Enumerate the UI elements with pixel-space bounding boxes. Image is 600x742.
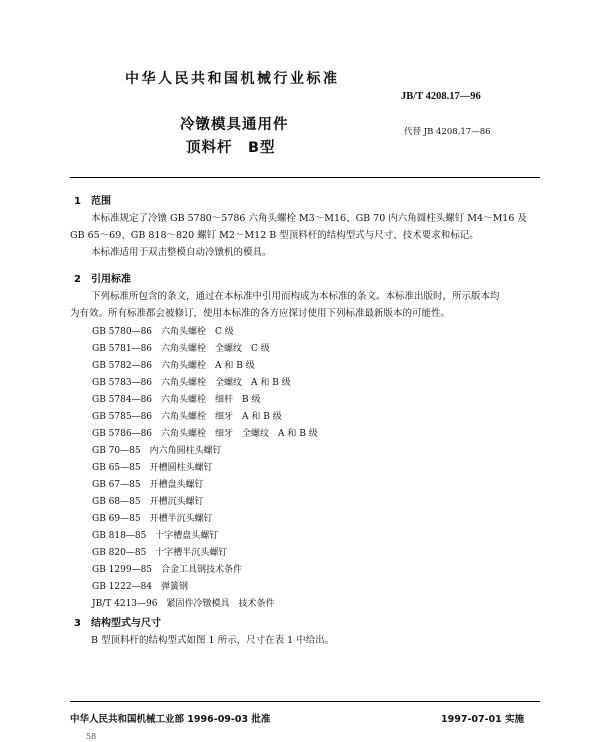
standard-number: JB/T 4208.17—96 [401, 91, 481, 102]
scope-paragraph-line1: 本标准规定了冷镦 GB 5780～5786 六角头螺栓 M3～M16、GB 70 内六角圆柱头螺钉 M4～M16 及 [91, 213, 527, 224]
replaces-note: 代替 JB 4208.17—86 [404, 127, 491, 137]
reference-item: GB 69—85 开槽半沉头螺钉 [92, 514, 213, 524]
reference-item: GB 5782—86 六角头螺栓 A 和 B 级 [92, 361, 255, 371]
references-intro-line2: 为有效。所有标准都会被修订，使用本标准的各方应探讨使用下列标准最新版本的可能性。 [70, 308, 451, 319]
reference-item: GB 1299—85 合金工具钢技术条件 [92, 565, 243, 575]
issuing-organization: 中华人民共和国机械行业标准 [125, 71, 340, 87]
document-title-line2: 顶料杆 B型 [186, 140, 276, 156]
page-number: 58 [86, 732, 97, 741]
section-scope-heading: 1 范围 [74, 196, 111, 207]
document-title-line1: 冷镦模具通用件 [180, 117, 289, 133]
reference-item: GB 5783—86 六角头螺栓 全螺纹 A 和 B 级 [92, 378, 291, 388]
reference-item: GB 70—85 内六角圆柱头螺钉 [92, 446, 222, 456]
reference-item: GB 67—85 开槽盘头螺钉 [92, 480, 204, 490]
approval-date: 中华人民共和国机械工业部 1996-09-03 批准 [70, 714, 271, 725]
reference-item: GB 65—85 开槽圆柱头螺钉 [92, 463, 213, 473]
header-divider [70, 177, 540, 178]
section-references-heading: 2 引用标准 [74, 274, 131, 285]
scope-paragraph-line2: GB 65～69、GB 818～820 螺钉 M2～M12 B 型顶料杆的结构型式与尺寸、技术要求和标记。 [70, 230, 479, 241]
reference-item: GB 1222—84 弹簧钢 [92, 582, 189, 592]
section-structure-heading: 3 结构型式与尺寸 [74, 618, 161, 629]
reference-item: GB 5785—86 六角头螺栓 细牙 A 和 B 级 [92, 412, 282, 422]
reference-item: GB 5780—86 六角头螺栓 C 级 [92, 327, 234, 337]
reference-item: GB 5784—86 六角头螺栓 细杆 B 级 [92, 395, 261, 405]
reference-item: JB/T 4213—96 紧固件冷镦模具 技术条件 [92, 599, 275, 609]
structure-paragraph: B 型顶料杆的结构型式如图 1 所示，尺寸在表 1 中给出。 [91, 635, 335, 646]
reference-item: GB 820—85 十字槽半沉头螺钉 [92, 548, 228, 558]
reference-item: GB 5786—86 六角头螺栓 细牙 全螺纹 A 和 B 级 [92, 429, 318, 439]
footer-divider [70, 701, 540, 702]
reference-item: GB 5781—86 六角头螺栓 全螺纹 C 级 [92, 344, 270, 354]
reference-item: GB 68—85 开槽沉头螺钉 [92, 497, 204, 507]
references-intro-line1: 下列标准所包含的条文，通过在本标准中引用而构成为本标准的条文。本标准出版时，所示版本均 [91, 291, 500, 302]
scope-paragraph-2: 本标准适用于双击整模自动冷镦机的模具。 [91, 247, 272, 258]
reference-item: GB 818—85 十字槽盘头螺钉 [92, 531, 219, 541]
implementation-date: 1997-07-01 实施 [441, 714, 525, 725]
